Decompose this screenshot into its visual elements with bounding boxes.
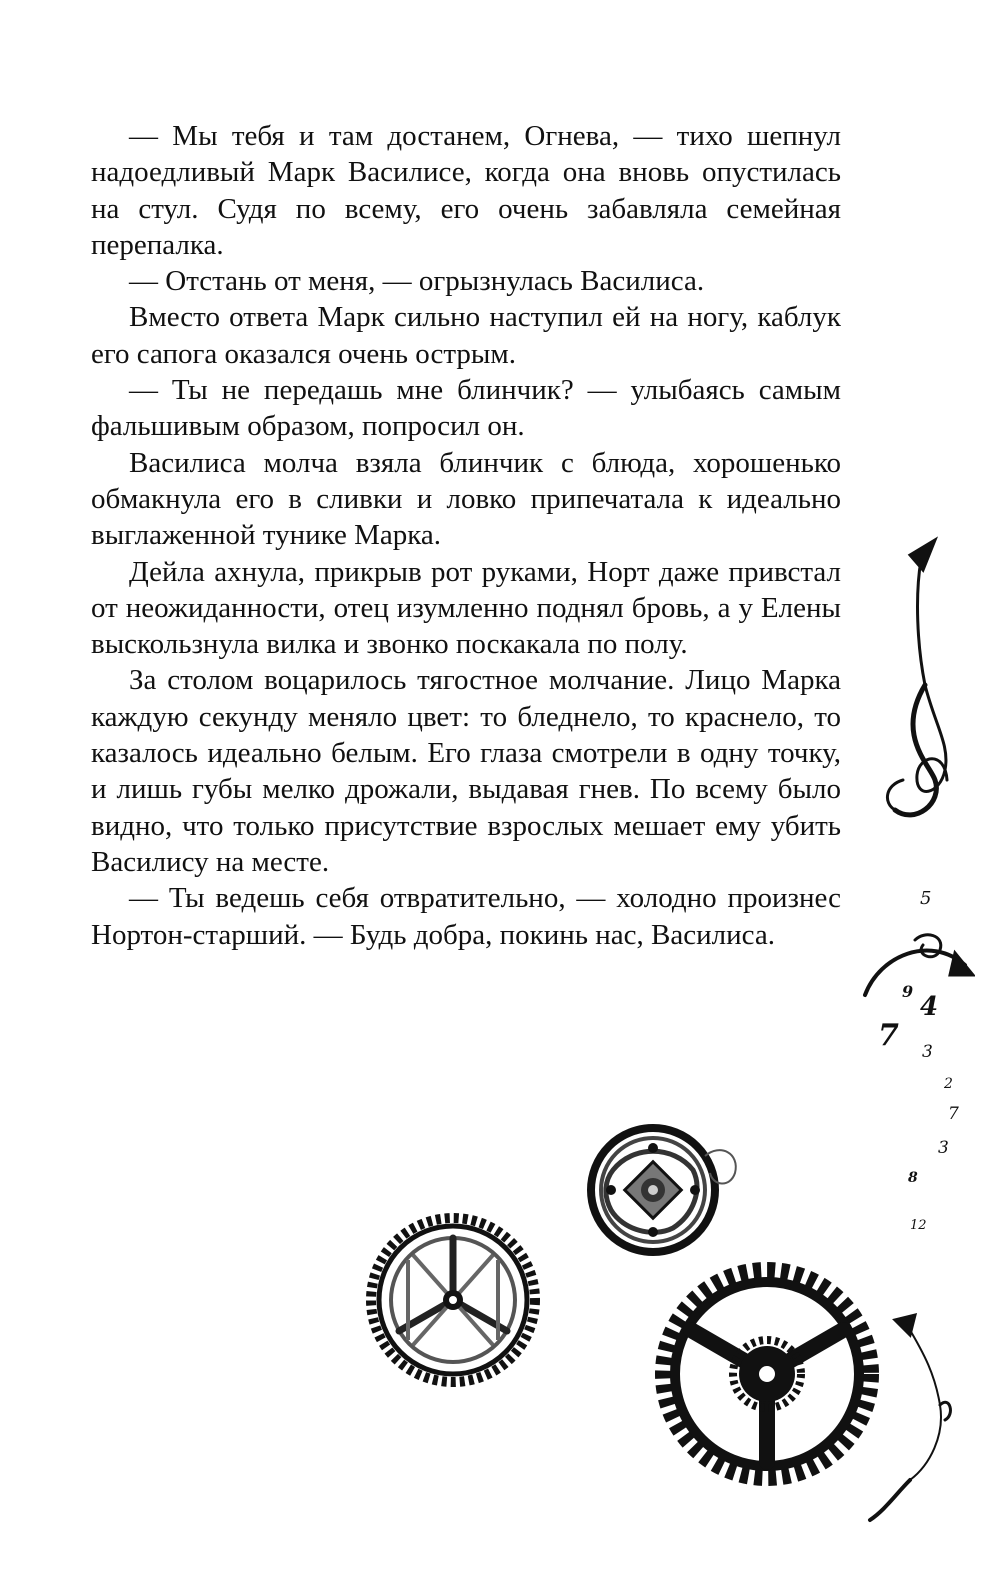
- ornament-number: 7: [948, 1104, 959, 1124]
- paragraph-2: — Отстань от меня, — огрызнулась Василиса.: [129, 265, 705, 298]
- balance-wheel-icon: [585, 1118, 745, 1258]
- gear-icon: [358, 1205, 548, 1395]
- paragraph-4: — Ты не передашь мне блинчик? — улыбаясь самым фальшивым образом, попросил он.: [91, 374, 841, 443]
- ornament-number: 9: [902, 982, 914, 1001]
- paragraph-8: — Ты ведешь себя отвратительно, — холодно произнес Нортон-старший. — Будь добра, покинь нас, Василиса.: [91, 882, 841, 951]
- paragraph-6: Дейла ахнула, прикрыв рот руками, Норт даже привстал от неожиданности, отец изумленно поднял бровь, а у Елены выскользнула вилка и звонко поскакала по полу.: [91, 555, 841, 661]
- paragraph-7: За столом воцарилось тягостное молчание. Лицо Марка каждую секунду меняло цвет: то бледнело, то краснело, то казалось идеально белым. Его глаза смотрели в одну точку, и лишь губы мелко дрожали, выдавая гнев. По всему было видно, что только присутствие взрослых мешает ему убить Василису на месте.: [91, 664, 841, 878]
- paragraph-1: — Мы тебя и там достанем, Огнева, — тихо шепнул надоедливый Марк Василисе, когда она вновь опустилась на стул. Судя по всему, его очень забавляла семейная перепалка.: [91, 120, 841, 261]
- paragraph-5: Василиса молча взяла блинчик с блюда, хорошенько обмакнула его в сливки и ловко припечатала к идеально выглаженной тунике Марка.: [91, 446, 841, 552]
- ornament-number: 3: [938, 1138, 949, 1158]
- text-block: [91, 118, 841, 953]
- ornament-number: 8: [908, 1170, 918, 1186]
- ornament-number: 7: [878, 1018, 899, 1053]
- ornament-number: 5: [920, 888, 932, 909]
- ornament-number: 4: [920, 992, 939, 1022]
- ornament-number: 12: [910, 1218, 927, 1233]
- paragraph-3: Вместо ответа Марк сильно наступил ей на ногу, каблук его сапога оказался очень острым.: [91, 301, 841, 370]
- ornament-number: 3: [922, 1042, 933, 1062]
- ornament-number: 2: [944, 1076, 953, 1092]
- large-gear-icon: [650, 1257, 885, 1492]
